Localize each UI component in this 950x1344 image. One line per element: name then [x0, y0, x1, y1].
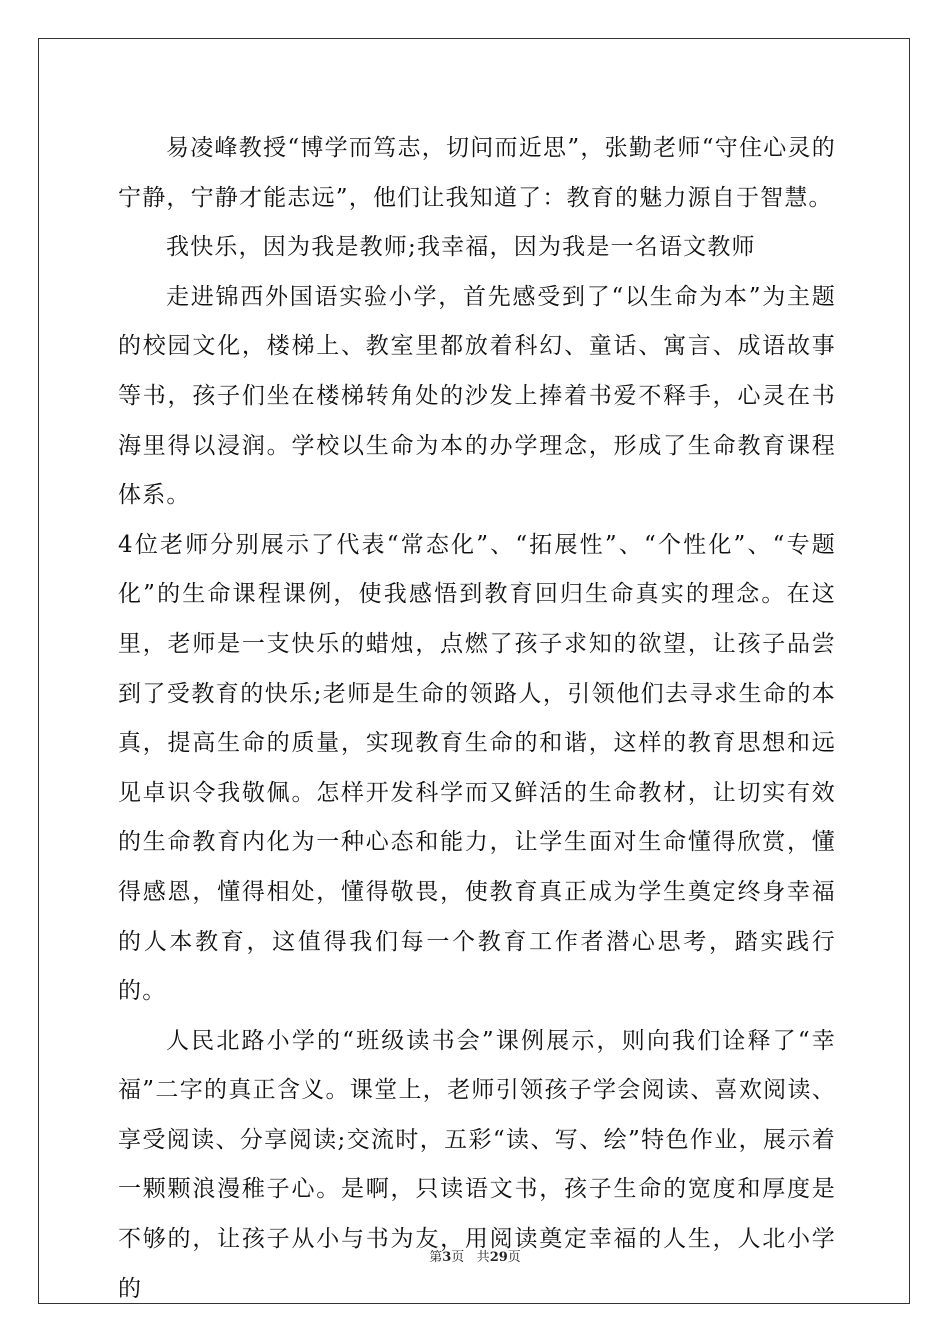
page-suffix: 页 — [451, 1250, 465, 1265]
total-suffix: 页 — [507, 1250, 521, 1265]
paragraph-3: 走进锦西外国语实验小学，首先感受到了“以生命为本”为主题的校园文化，楼梯上、教室里都放着科幻、童话、寓言、成语故事等书，孩子们坐在楼梯转角处的沙发上捧着书爱不释手，心灵在书海里得以浸润。学校以生命为本的办学理念，形成了生命教育课程体系。 — [118, 283, 836, 509]
total-prefix: 共 — [476, 1250, 490, 1265]
total-page-count: 29 — [489, 1250, 508, 1265]
current-page-number: 3 — [442, 1250, 452, 1265]
paragraph-5: 人民北路小学的“班级读书会”课例展示，则向我们诠释了“幸福”二字的真正含义。课堂上，老师引领孩子学会阅读、喜欢阅读、享受阅读、分享阅读;交流时，五彩“读、写、绘”特色作业，展示着一颗颗浪漫稚子心。是啊，只读语文书，孩子生命的宽度和厚度是不够的，让孩子从小与书为友，用阅读奠定幸福的人生，人北小学的 — [118, 1027, 836, 1302]
paragraph-4: 4位老师分别展示了代表“常态化”、“拓展性”、“个性化”、“专题化”的生命课程课例，使我感悟到教育回归生命真实的理念。在这里，老师是一支快乐的蜡烛，点燃了孩子求知的欲望，让孩子品尝到了受教育的快乐;老师是生命的领路人，引领他们去寻求生命的本真，提高生命的质量，实现教育生命的和谐，这样的教育思想和远见卓识令我敬佩。怎样开发科学而又鲜活的生命教材，让切实有效的生命教育内化为一种心态和能力，让学生面对生命懂得欣赏，懂得感恩，懂得相处，懂得敬畏，使教育真正成为学生奠定终身幸福的人本教育，这值得我们每一个教育工作者潜心思考，踏实践行的。 — [118, 531, 836, 1005]
page-prefix: 第 — [429, 1250, 443, 1265]
document-body — [118, 124, 836, 1314]
page-footer — [0, 1246, 950, 1265]
paragraph-1: 易凌峰教授“博学而笃志，切问而近思”，张勤老师“守住心灵的宁静，宁静才能志远”，他们让我知道了：教育的魅力源自于智慧。 — [118, 135, 836, 211]
paragraph-2: 我快乐，因为我是教师;我幸福，因为我是一名语文教师 — [166, 234, 756, 261]
